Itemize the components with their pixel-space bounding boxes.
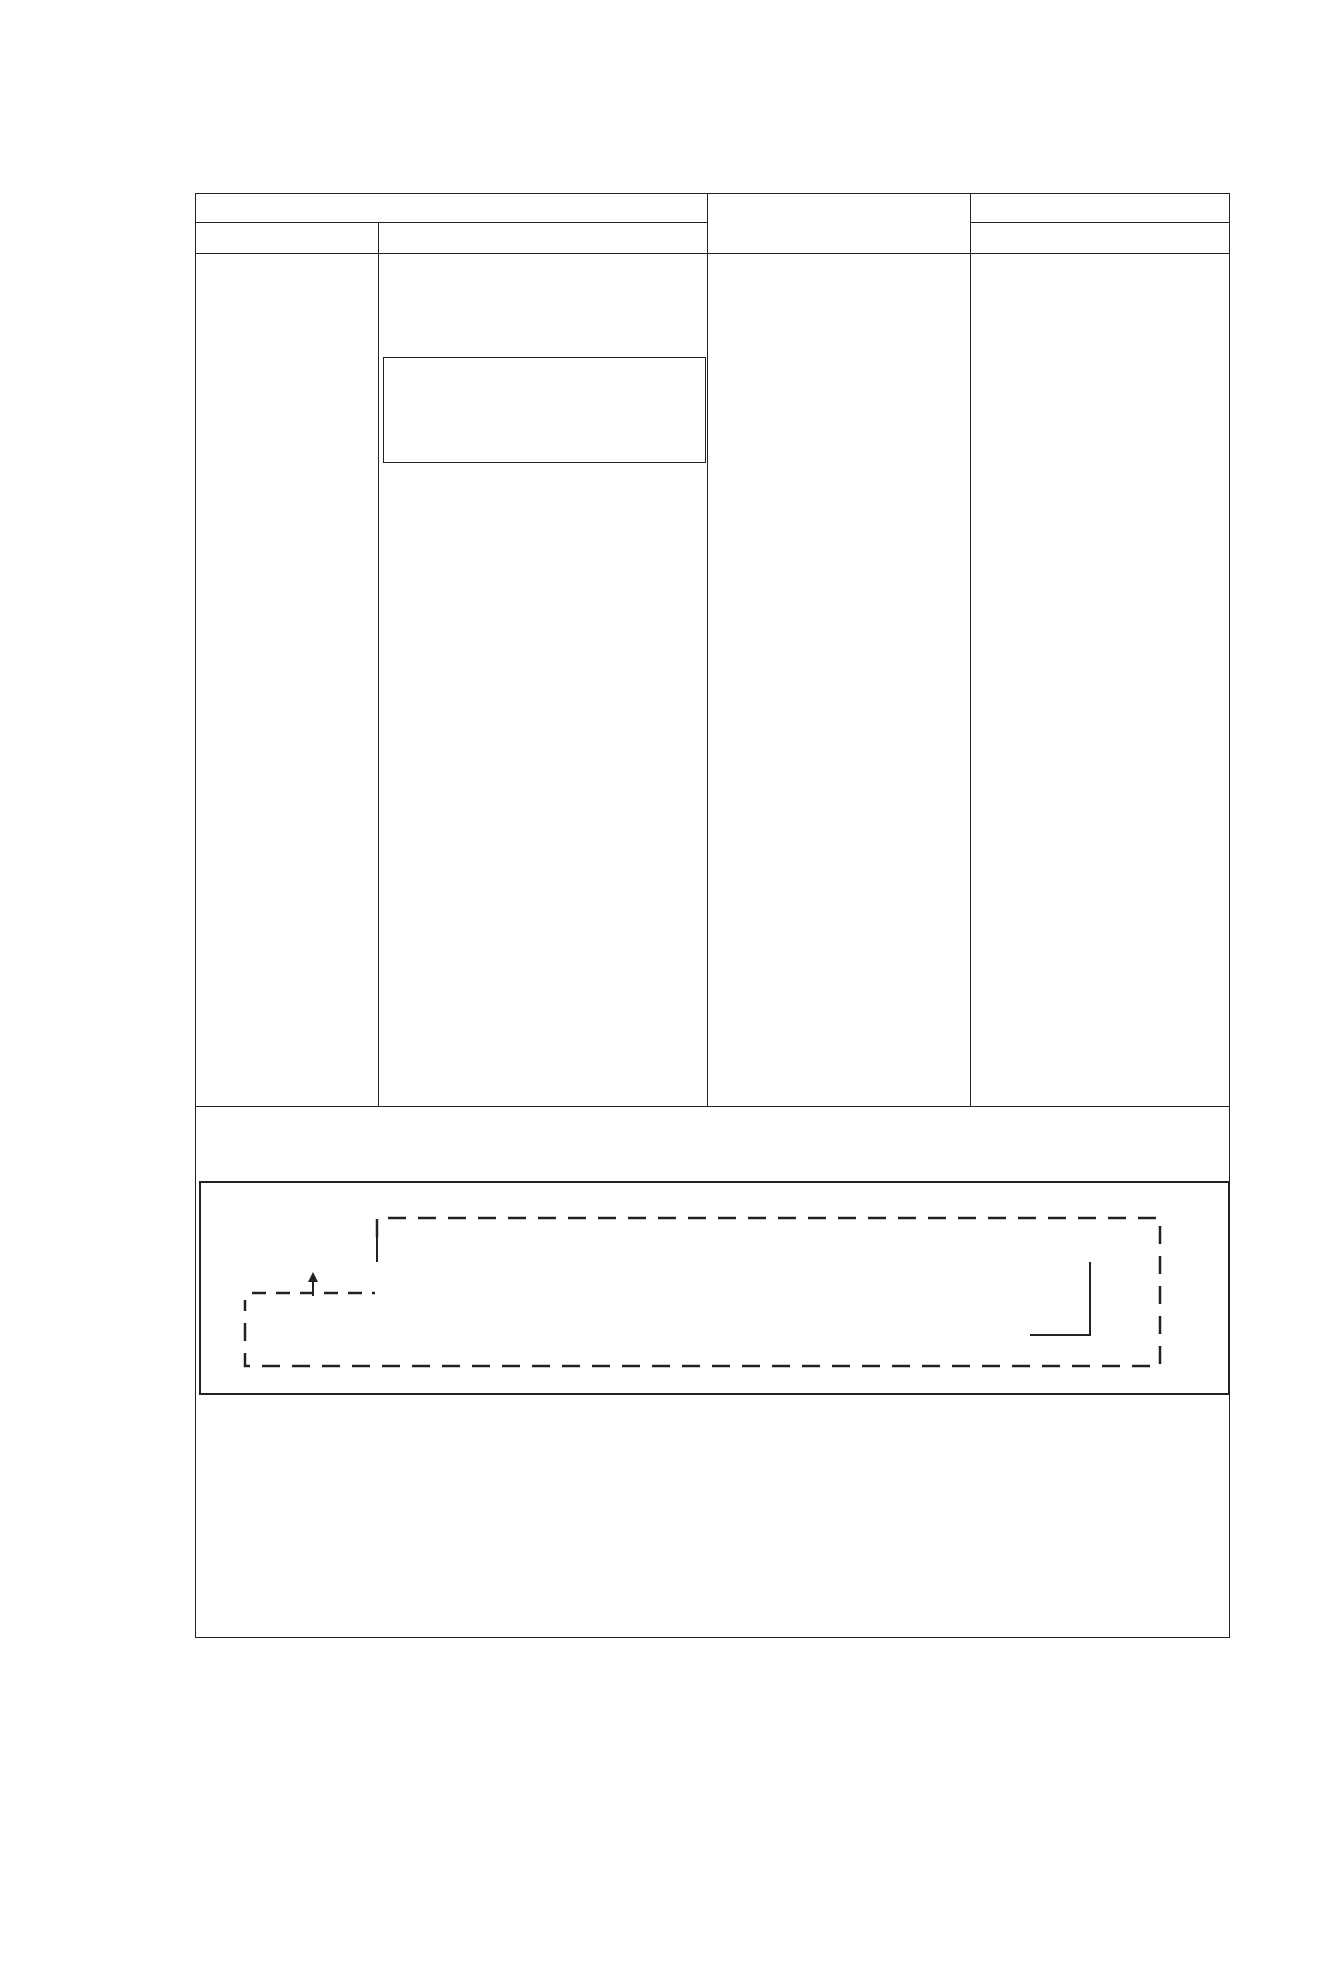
loop-dashed-outline — [245, 1218, 1160, 1366]
loop-up-arrowhead — [308, 1272, 318, 1282]
pause-return-connector — [1030, 1262, 1090, 1335]
